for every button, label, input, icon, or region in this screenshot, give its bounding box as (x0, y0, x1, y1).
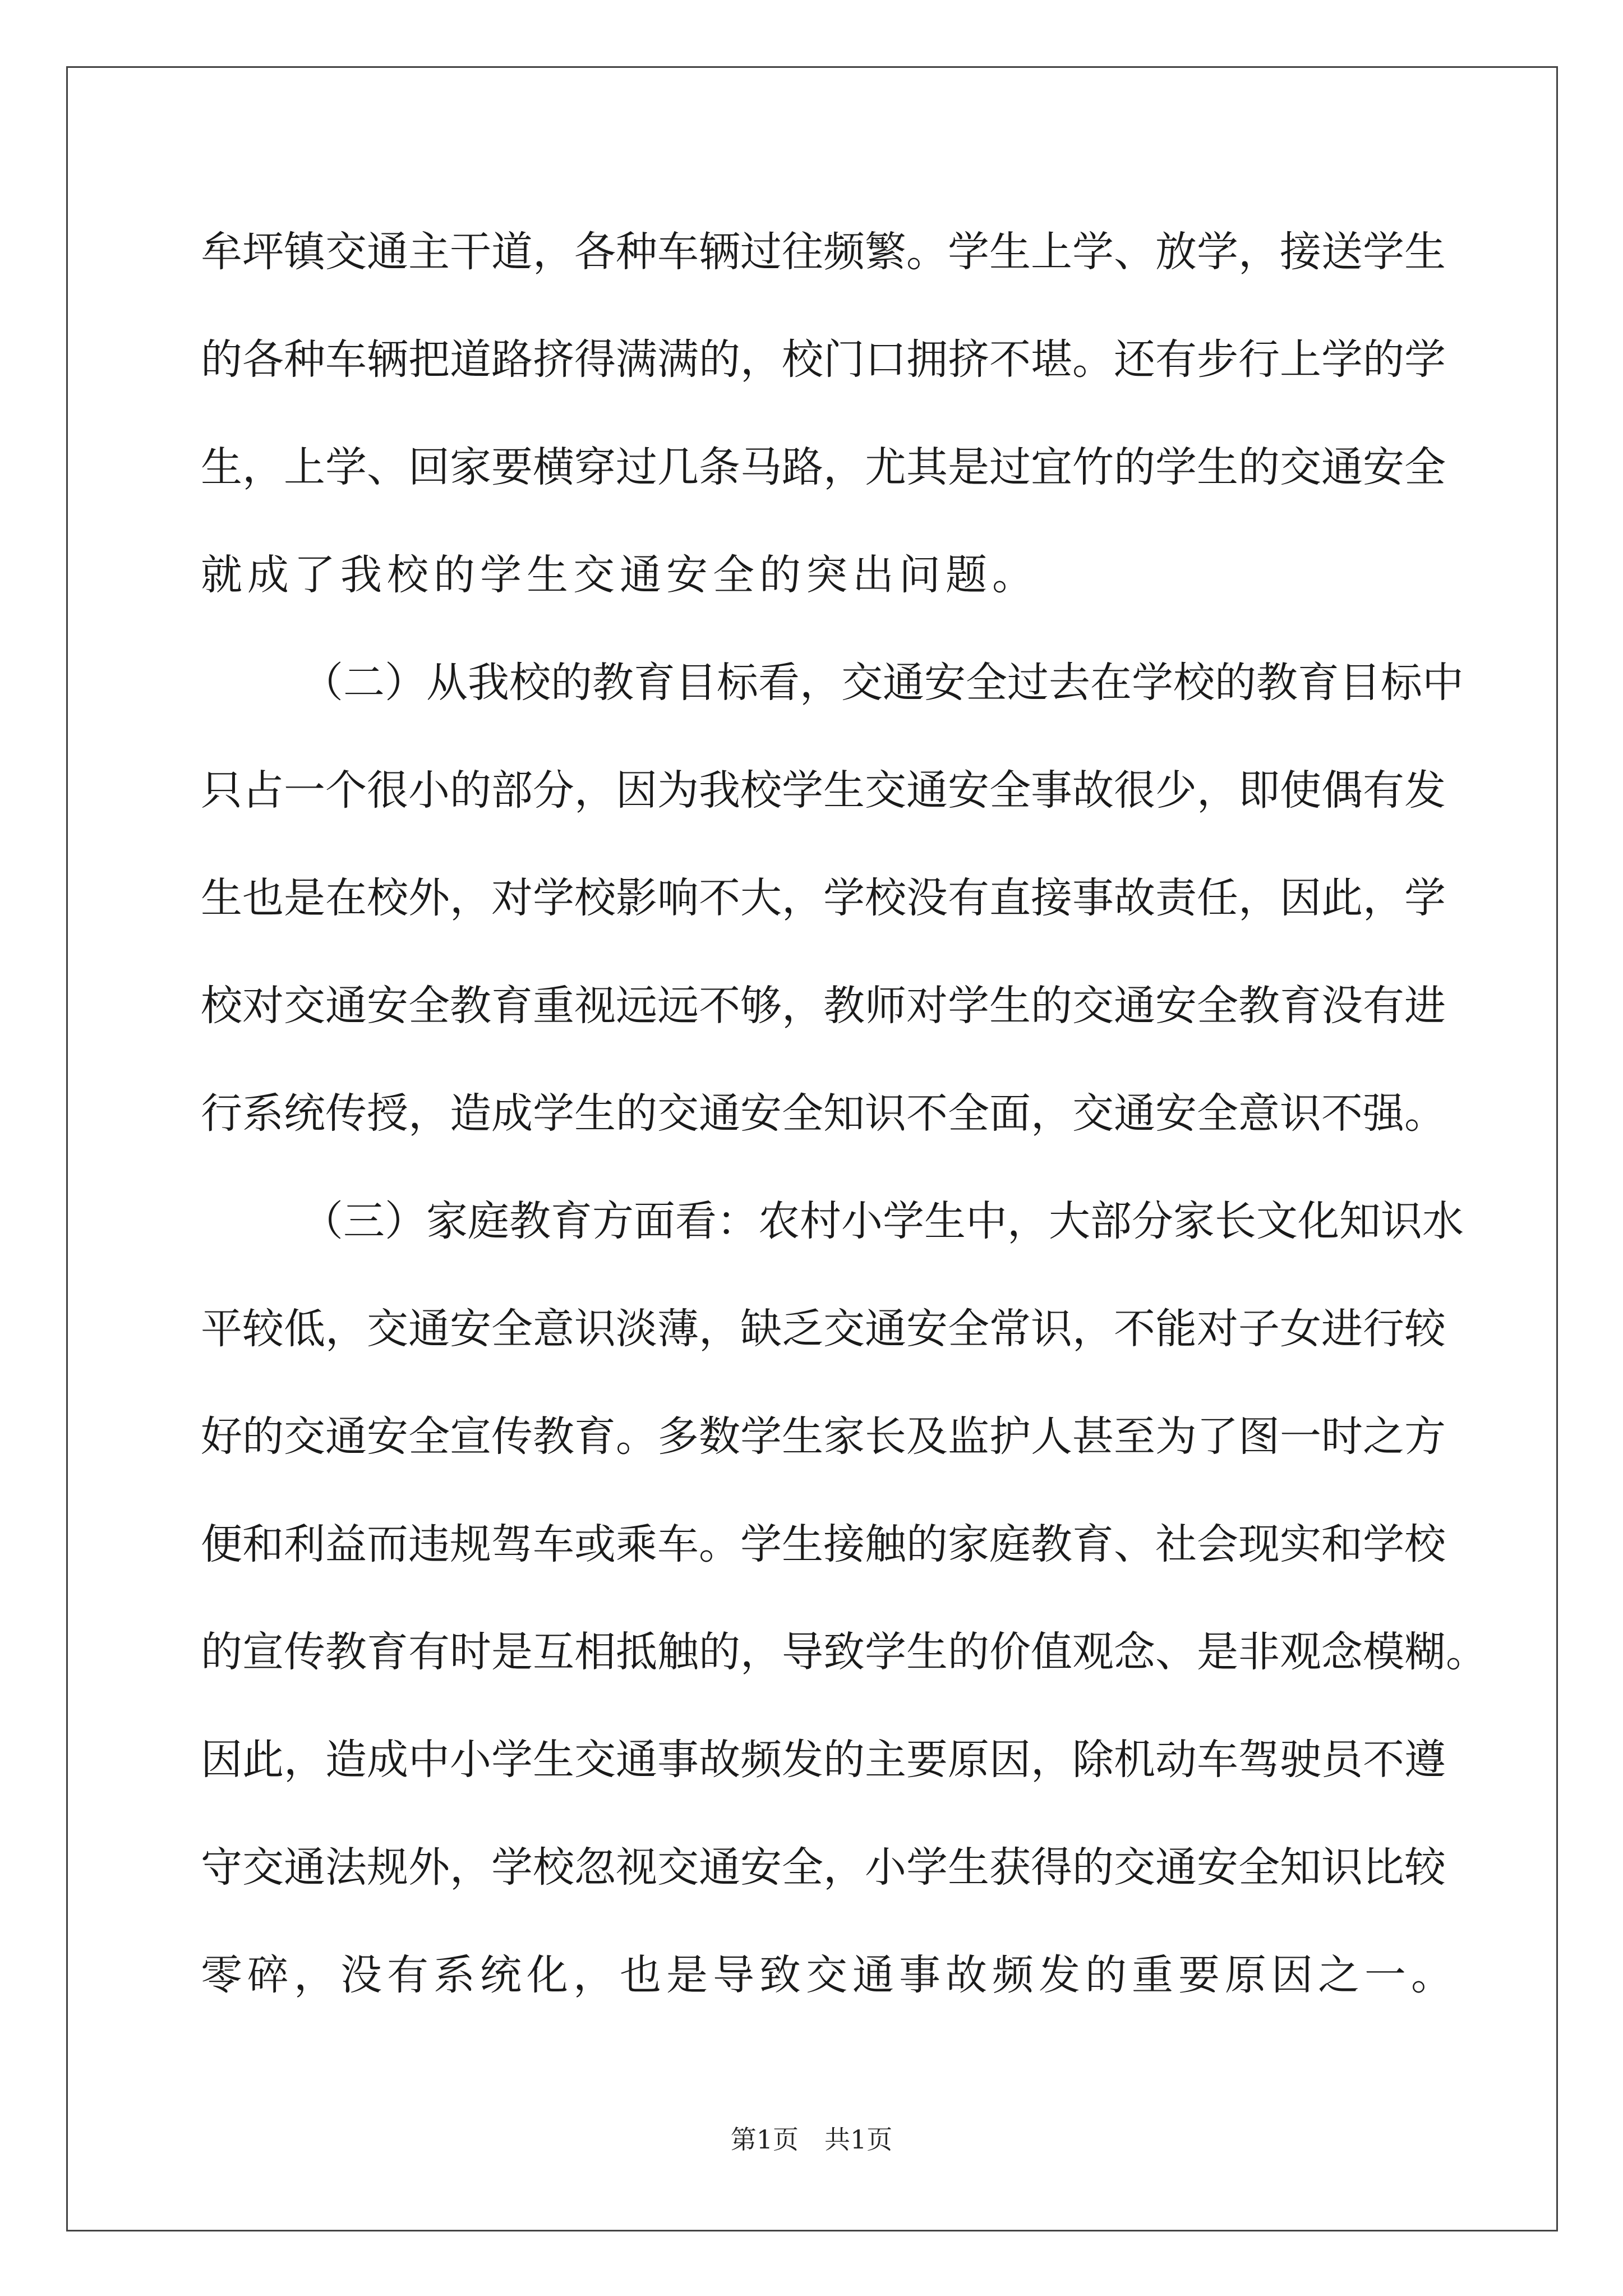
text-line: 生，上学、回家要横穿过几条马路，尤其是过宜竹的学生的交通安全 (201, 443, 1446, 491)
text-line: 守交通法规外，学校忽视交通安全，小学生获得的交通安全知识比较 (201, 1843, 1446, 1892)
text-line: 好的交通安全宣传教育。多数学生家长及监护人甚至为了图一时之方 (201, 1412, 1446, 1461)
text-line: 牟坪镇交通主干道，各种车辆过往频繁。学生上学、放学，接送学生 (201, 228, 1446, 276)
text-line: 行系统传授，造成学生的交通安全知识不全面，交通安全意识不强。 (201, 1089, 1446, 1138)
text-line: 平较低，交通安全意识淡薄，缺乏交通安全常识，不能对子女进行较 (201, 1305, 1446, 1353)
text-line: 的各种车辆把道路挤得满满的，校门口拥挤不堪。还有步行上学的学 (201, 335, 1446, 384)
page-total: 共1页 (824, 2124, 893, 2155)
text-line: 就成了我校的学生交通安全的突出问题。 (201, 551, 1039, 599)
text-line: 因此，造成中小学生交通事故频发的主要原因，除机动车驾驶员不遵 (201, 1736, 1446, 1784)
page-number: 第1页 (730, 2124, 799, 2155)
text-line: 便和利益而违规驾车或乘车。学生接触的家庭教育、社会现实和学校 (201, 1520, 1446, 1568)
page-footer (0, 2119, 1623, 2156)
text-line: 的宣传教育有时是互相抵触的，导致学生的价值观念、是非观念模糊。 (201, 1628, 1487, 1676)
text-line: 校对交通安全教育重视远远不够，教师对学生的交通安全教育没有进 (201, 982, 1446, 1030)
text-line: 只占一个很小的部分，因为我校学生交通安全事故很少，即使偶有发 (201, 766, 1446, 815)
text-line: 生也是在校外，对学校影响不大，学校没有直接事故责任，因此，学 (201, 874, 1446, 922)
document-body (201, 216, 1487, 2047)
text-line: （三）家庭教育方面看：农村小学生中，大部分家长文化知识水 (302, 1197, 1464, 1245)
text-line: 零碎，没有系统化，也是导致交通事故频发的重要原因之一。 (201, 1951, 1458, 1999)
text-line: （二）从我校的教育目标看，交通安全过去在学校的教育目标中 (302, 659, 1464, 707)
